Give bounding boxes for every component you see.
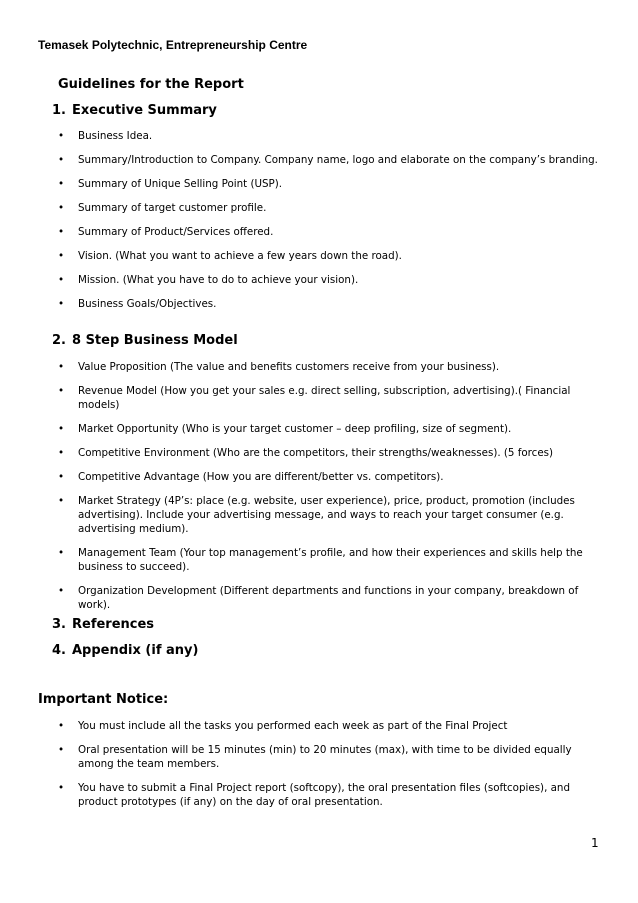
list-item: • Summary of Unique Selling Point (USP). <box>58 177 598 191</box>
page-number: 1 <box>591 836 599 850</box>
document-header: Temasek Polytechnic, Entrepreneurship Centre <box>38 38 308 52</box>
section-number: 1. <box>52 103 66 118</box>
section-number: 3. <box>52 617 66 632</box>
list-item: • Management Team (Your top management’s profile, and how their experiences and skills help the business to succeed). <box>58 546 598 574</box>
list-item: • Revenue Model (How you get your sales e.g. direct selling, subscription, advertising).( Financial models) <box>58 384 598 412</box>
list-item: • Competitive Advantage (How you are different/better vs. competitors). <box>58 470 598 484</box>
important-notice-heading: Important Notice: <box>38 692 169 707</box>
section-title: References <box>72 617 155 632</box>
list-item: • Vision. (What you want to achieve a few years down the road). <box>58 249 598 263</box>
list-item: • Summary/Introduction to Company. Company name, logo and elaborate on the company’s branding. <box>58 153 598 167</box>
list-item: • Market Opportunity (Who is your target customer – deep profiling, size of segment). <box>58 422 598 436</box>
list-item: • Organization Development (Different departments and functions in your company, breakdown of work). <box>58 584 598 612</box>
section-heading-appendix <box>52 643 198 658</box>
section-heading-executive-summary <box>52 103 217 118</box>
section-title: 8 Step Business Model <box>72 333 238 348</box>
list-item: • Oral presentation will be 15 minutes (min) to 20 minutes (max), with time to be divided equally among the team members. <box>58 743 598 771</box>
list-item: • Mission. (What you have to do to achieve your vision). <box>58 273 598 287</box>
list-item: • Summary of target customer profile. <box>58 201 598 215</box>
section-number: 2. <box>52 333 66 348</box>
section-title: Executive Summary <box>72 103 217 118</box>
notice-list <box>58 719 598 819</box>
section-heading-business-model <box>52 333 238 348</box>
list-item: • You must include all the tasks you performed each week as part of the Final Project <box>58 719 598 733</box>
list-item: • You have to submit a Final Project report (softcopy), the oral presentation files (softcopies), and product prototypes (if any) on the day of oral presentation. <box>58 781 598 809</box>
list-item: • Competitive Environment (Who are the competitors, their strengths/weaknesses). (5 forces) <box>58 446 598 460</box>
list-item: • Business Idea. <box>58 129 598 143</box>
list-item: • Value Proposition (The value and benefits customers receive from your business). <box>58 360 598 374</box>
executive-summary-list <box>58 129 598 321</box>
section-heading-references <box>52 617 154 632</box>
section-number: 4. <box>52 643 66 658</box>
list-item: • Summary of Product/Services offered. <box>58 225 598 239</box>
list-item: • Business Goals/Objectives. <box>58 297 598 311</box>
section-title: Appendix (if any) <box>72 643 199 658</box>
document-title: Guidelines for the Report <box>58 77 244 92</box>
business-model-list <box>58 360 598 622</box>
list-item: • Market Strategy (4P’s: place (e.g. website, user experience), price, product, promotion (includes advertising). Include your advertising message, and ways to reach your target consumer (e.g. advertising medium). <box>58 494 598 536</box>
